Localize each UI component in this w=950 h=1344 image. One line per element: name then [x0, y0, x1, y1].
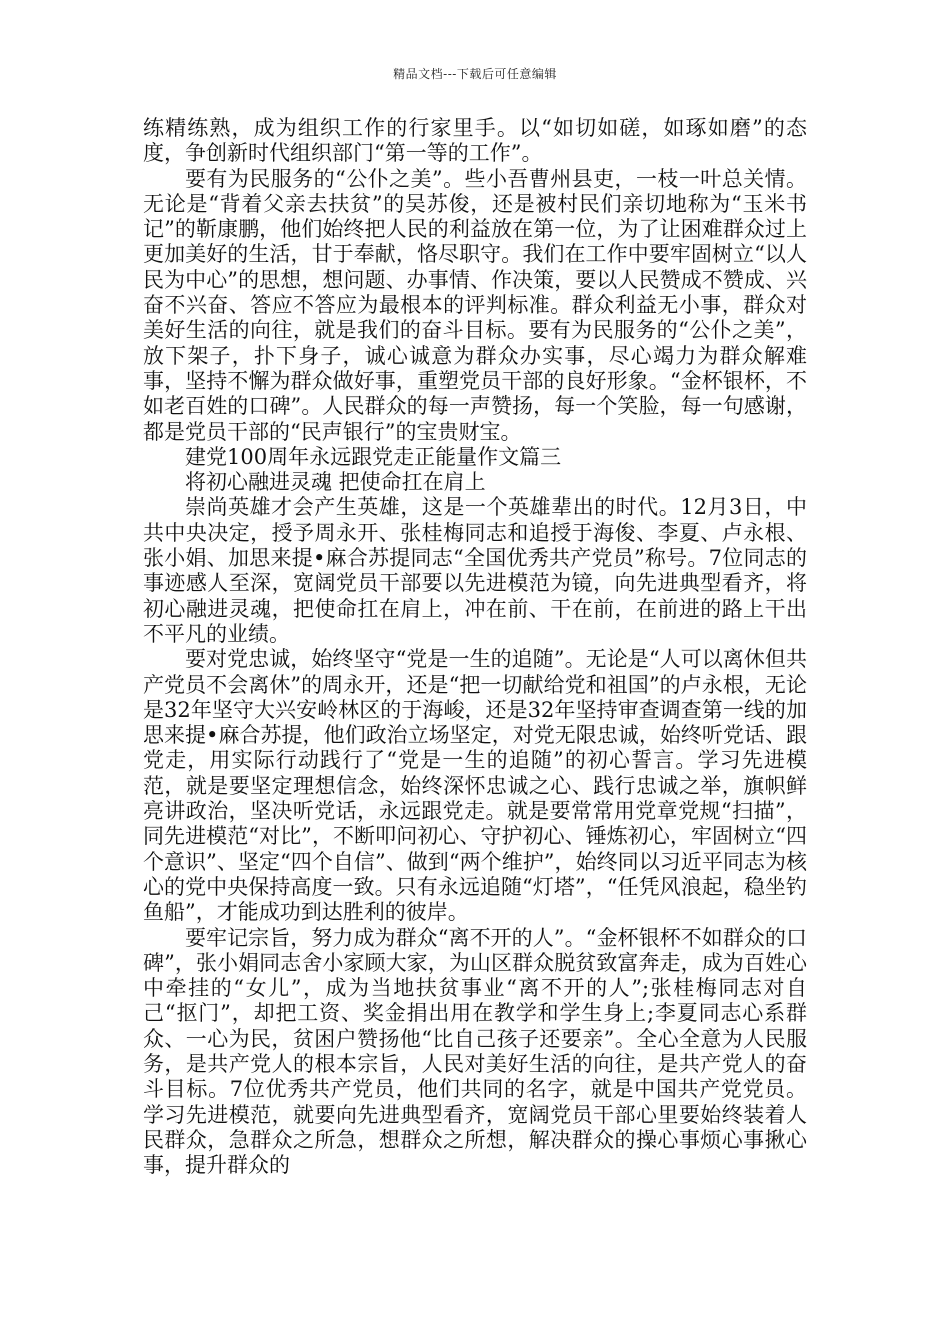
paragraph: 要牢记宗旨，努力成为群众“离不开的人”。“金杯银杯不如群众的口碑”，张小娟同志舍小家顾大家，为山区群众脱贫致富奔走，成为百姓心中牵挂的“女儿”，成为当地扶贫事业“离不开的人”;张桂梅同志对自己“抠门”，却把工资、奖金捐出用在教学和学生身上;李夏同志心系群众、一心为民，贫困户赞扬他“比自己孩子还要亲”。全心全意为人民服务，是共产党人的根本宗旨，人民对美好生活的向往，是共产党人的奋斗目标。7位优秀共产党员，他们共同的名字，就是中国共产党党员。学习先进模范，就要向先进典型看齐，宽阔党员干部心里要始终装着人民群众，急群众之所急，想群众之所想，解决群众的操心事烦心事揪心事，提升群众的	[143, 925, 807, 1178]
document-body	[143, 116, 807, 1178]
section-title: 建党100周年永远跟党走正能量作文篇三	[185, 444, 562, 469]
article-title: 将初心融进灵魂 把使命扛在肩上	[185, 470, 486, 495]
paragraph: 要对党忠诚，始终坚守“党是一生的追随”。无论是“人可以离休但共产党员不会离休”的周永开，还是“把一切献给党和祖国”的卢永根，无论是32年坚守大兴安岭林区的于海峻，还是32年坚持审查调查第一线的加思来提•麻合苏提，他们政治立场坚定，对党无限忠诚，始终听党话、跟党走，用实际行动践行了“党是一生的追随”的初心誓言。学习先进模范，就是要坚定理想信念，始终深怀忠诚之心、践行忠诚之举，旗帜鲜亮讲政治，坚决听党话，永远跟党走。就是要常常用党章党规“扫描”，同先进模范“对比”，不断叩问初心、守护初心、锤炼初心，牢固树立“四个意识”、坚定“四个自信”、做到“两个维护”，始终同以习近平同志为核心的党中央保持高度一致。只有永远追随“灯塔”，“任凭风浪起，稳坐钓鱼船”，才能成功到达胜利的彼岸。	[143, 647, 807, 925]
page-header: 精品文档---下载后可任意编辑	[393, 67, 557, 81]
paragraph-continuation: 练精练熟，成为组织工作的行家里手。以“如切如磋，如琢如磨”的态度，争创新时代组织部门“第一等的工作”。	[143, 116, 807, 166]
paragraph: 要有为民服务的“公仆之美”。些小吾曹州县吏，一枝一叶总关情。无论是“背着父亲去扶贫”的吴苏俊，还是被村民们亲切地称为“玉米书记”的靳康鹏，他们始终把人民的利益放在第一位，为了让困难群众过上更加美好的生活，甘于奉献，恪尽职守。我们在工作中要牢固树立“以人民为中心”的思想，想问题、办事情、作决策，要以人民赞成不赞成、兴奋不兴奋、答应不答应为最根本的评判标准。群众利益无小事，群众对美好生活的向往，就是我们的奋斗目标。要有为民服务的“公仆之美”，放下架子，扑下身子，诚心诚意为群众办实事，尽心竭力为群众解难事，坚持不懈为群众做好事，重塑党员干部的良好形象。“金杯银杯，不如老百姓的口碑”。人民群众的每一声赞扬，每一个笑脸，每一句感谢，都是党员干部的“民声银行”的宝贵财宝。	[143, 166, 807, 444]
paragraph: 崇尚英雄才会产生英雄，这是一个英雄辈出的时代。12月3日，中共中央决定，授予周永开、张桂梅同志和追授于海俊、李夏、卢永根、张小娟、加思来提•麻合苏提同志“全国优秀共产党员”称号。7位同志的事迹感人至深，宽阔党员干部要以先进模范为镜，向先进典型看齐，将初心融进灵魂，把使命扛在肩上，冲在前、干在前，在前进的路上干出不平凡的业绩。	[143, 495, 807, 646]
